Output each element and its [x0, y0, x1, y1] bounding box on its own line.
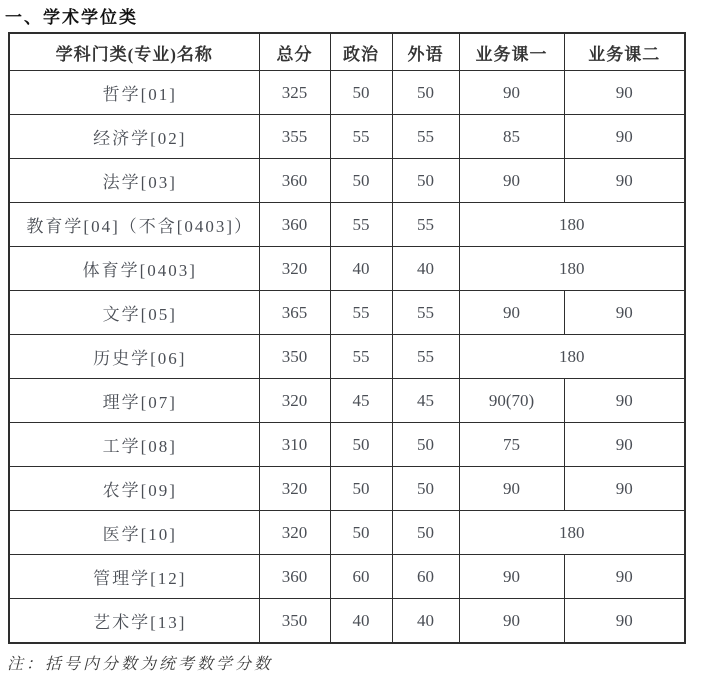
- cell-subject-name: 工学[08]: [9, 423, 259, 467]
- cell-merged-course-score: 180: [459, 335, 685, 379]
- cell-course-two-score: 90: [564, 115, 685, 159]
- cell-politics-score: 55: [330, 291, 392, 335]
- cell-course-two-score: 90: [564, 423, 685, 467]
- table-row: [9, 335, 685, 379]
- cell-course-two-score: 90: [564, 599, 685, 644]
- cell-politics-score: 40: [330, 599, 392, 644]
- cell-foreign-score: 60: [392, 555, 459, 599]
- cell-subject-name: 理学[07]: [9, 379, 259, 423]
- cell-course-one-score: 90: [459, 555, 564, 599]
- cell-subject-name: 体育学[0403]: [9, 247, 259, 291]
- cell-merged-course-score: 180: [459, 247, 685, 291]
- cell-course-one-score: 90: [459, 467, 564, 511]
- cell-course-two-score: 90: [564, 555, 685, 599]
- score-table: [8, 32, 686, 644]
- column-header-foreign-language: 外语: [392, 33, 459, 71]
- cell-politics-score: 50: [330, 423, 392, 467]
- table-row: [9, 379, 685, 423]
- cell-course-one-score: 90: [459, 291, 564, 335]
- cell-total-score: 310: [259, 423, 330, 467]
- table-row: [9, 115, 685, 159]
- cell-politics-score: 60: [330, 555, 392, 599]
- table-row: [9, 423, 685, 467]
- table-row: [9, 247, 685, 291]
- cell-course-two-score: 90: [564, 291, 685, 335]
- cell-politics-score: 50: [330, 159, 392, 203]
- cell-total-score: 325: [259, 71, 330, 115]
- column-header-course-two: 业务课二: [564, 33, 685, 71]
- cell-total-score: 320: [259, 247, 330, 291]
- cell-course-two-score: 90: [564, 71, 685, 115]
- table-row: [9, 71, 685, 115]
- table-body: [9, 71, 685, 644]
- cell-foreign-score: 55: [392, 335, 459, 379]
- cell-subject-name: 法学[03]: [9, 159, 259, 203]
- cell-foreign-score: 40: [392, 247, 459, 291]
- cell-course-one-score: 75: [459, 423, 564, 467]
- column-header-course-one: 业务课一: [459, 33, 564, 71]
- cell-total-score: 350: [259, 335, 330, 379]
- cell-merged-course-score: 180: [459, 203, 685, 247]
- footnote: 注：括号内分数为统考数学分数: [7, 656, 274, 673]
- cell-course-one-score: 90: [459, 599, 564, 644]
- table-header-row: [9, 33, 685, 71]
- column-header-politics: 政治: [330, 33, 392, 71]
- cell-subject-name: 历史学[06]: [9, 335, 259, 379]
- cell-foreign-score: 50: [392, 423, 459, 467]
- cell-course-one-score: 90: [459, 71, 564, 115]
- cell-politics-score: 40: [330, 247, 392, 291]
- cell-politics-score: 55: [330, 203, 392, 247]
- table-row: [9, 159, 685, 203]
- cell-foreign-score: 50: [392, 511, 459, 555]
- cell-course-two-score: 90: [564, 159, 685, 203]
- cell-foreign-score: 55: [392, 291, 459, 335]
- cell-total-score: 355: [259, 115, 330, 159]
- cell-politics-score: 55: [330, 115, 392, 159]
- cell-subject-name: 经济学[02]: [9, 115, 259, 159]
- cell-subject-name: 教育学[04]（不含[0403]）: [9, 203, 259, 247]
- cell-politics-score: 45: [330, 379, 392, 423]
- cell-subject-name: 文学[05]: [9, 291, 259, 335]
- cell-total-score: 320: [259, 467, 330, 511]
- page-title: 一、学术学位类: [5, 8, 138, 27]
- cell-course-two-score: 90: [564, 467, 685, 511]
- cell-total-score: 320: [259, 379, 330, 423]
- cell-course-one-score: 90(70): [459, 379, 564, 423]
- table-row: [9, 511, 685, 555]
- table-row: [9, 203, 685, 247]
- cell-subject-name: 哲学[01]: [9, 71, 259, 115]
- cell-total-score: 320: [259, 511, 330, 555]
- cell-foreign-score: 40: [392, 599, 459, 644]
- cell-total-score: 365: [259, 291, 330, 335]
- cell-subject-name: 医学[10]: [9, 511, 259, 555]
- cell-total-score: 350: [259, 599, 330, 644]
- cell-politics-score: 55: [330, 335, 392, 379]
- column-header-subject-name: 学科门类(专业)名称: [9, 33, 259, 71]
- cell-total-score: 360: [259, 159, 330, 203]
- cell-politics-score: 50: [330, 71, 392, 115]
- cell-subject-name: 艺术学[13]: [9, 599, 259, 644]
- cell-politics-score: 50: [330, 511, 392, 555]
- cell-total-score: 360: [259, 203, 330, 247]
- table-row: [9, 291, 685, 335]
- table-row: [9, 599, 685, 644]
- cell-total-score: 360: [259, 555, 330, 599]
- cell-politics-score: 50: [330, 467, 392, 511]
- cell-foreign-score: 55: [392, 115, 459, 159]
- cell-foreign-score: 50: [392, 467, 459, 511]
- cell-foreign-score: 50: [392, 159, 459, 203]
- cell-course-one-score: 85: [459, 115, 564, 159]
- table-row: [9, 467, 685, 511]
- cell-foreign-score: 45: [392, 379, 459, 423]
- cell-subject-name: 管理学[12]: [9, 555, 259, 599]
- table-row: [9, 555, 685, 599]
- cell-foreign-score: 55: [392, 203, 459, 247]
- column-header-total-score: 总分: [259, 33, 330, 71]
- cell-course-one-score: 90: [459, 159, 564, 203]
- cell-merged-course-score: 180: [459, 511, 685, 555]
- cell-course-two-score: 90: [564, 379, 685, 423]
- cell-subject-name: 农学[09]: [9, 467, 259, 511]
- cell-foreign-score: 50: [392, 71, 459, 115]
